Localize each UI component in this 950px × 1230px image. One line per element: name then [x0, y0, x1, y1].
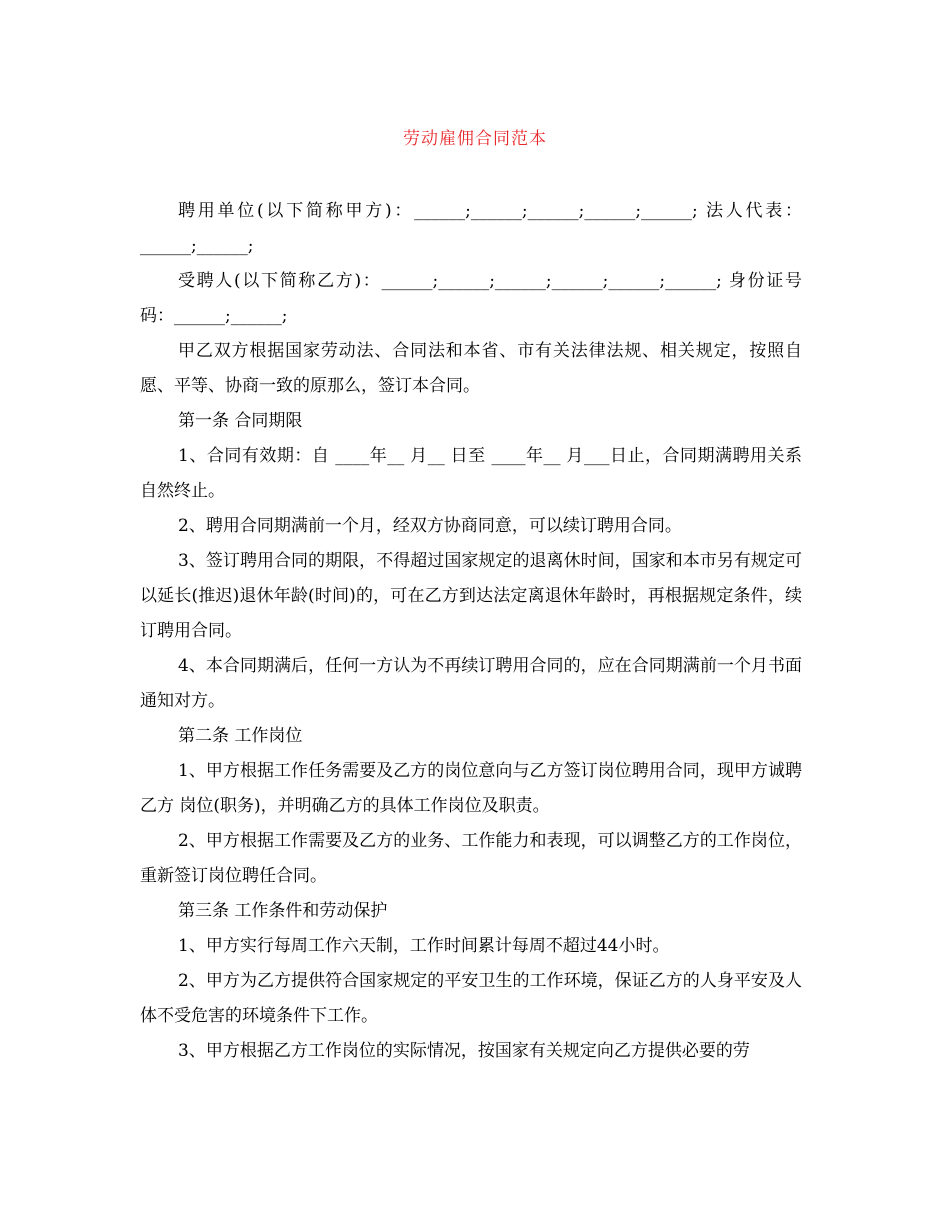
paragraph-clause: 1、甲方根据工作任务需要及乙方的岗位意向与乙方签订岗位聘用合同，现甲方诚聘乙方 岗位(职务)，并明确乙方的具体工作岗位及职责。 — [140, 761, 802, 816]
paragraph-clause: 3、甲方根据乙方工作岗位的实际情况，按国家有关规定向乙方提供必要的劳 — [178, 1041, 750, 1061]
paragraph-clause: 3、签订聘用合同的期限，不得超过国家规定的退离休时间，国家和本市另有规定可以延长(推迟)退休年龄(时间)的，可在乙方到达法定离退休年龄时，再根据规定条件，续订聘用合同。 — [140, 551, 802, 641]
paragraph-employee: 受聘人(以下简称乙方)：______;______;______;______;______;______; 身份证号码：______;______; — [140, 271, 802, 326]
paragraph-clause: 2、甲方根据工作需要及乙方的业务、工作能力和表现，可以调整乙方的工作岗位，重新签订岗位聘任合同。 — [140, 831, 802, 886]
paragraph-preamble: 甲乙双方根据国家劳动法、合同法和本省、市有关法律法规、相关规定，按照自愿、平等、协商一致的原那么，签订本合同。 — [140, 341, 802, 396]
paragraph-employer: 聘用单位(以下简称甲方)：______;______;______;______;______; 法人代表：______;______; — [140, 201, 802, 256]
document-title: 劳动雇佣合同范本 — [403, 129, 547, 149]
paragraph-clause: 1、甲方实行每周工作六天制，工作时间累计每周不超过44小时。 — [178, 936, 670, 956]
article-heading: 第一条 合同期限 — [178, 411, 303, 431]
paragraph-clause: 2、甲方为乙方提供符合国家规定的平安卫生的工作环境，保证乙方的人身平安及人体不受危害的环境条件下工作。 — [140, 971, 802, 1026]
paragraph-clause: 4、本合同期满后，任何一方认为不再续订聘用合同的，应在合同期满前一个月书面通知对方。 — [140, 656, 802, 711]
article-heading: 第二条 工作岗位 — [178, 726, 303, 746]
paragraph-clause: 2、聘用合同期满前一个月，经双方协商同意，可以续订聘用合同。 — [178, 516, 682, 536]
article-heading: 第三条 工作条件和劳动保护 — [178, 901, 388, 921]
paragraph-clause: 1、合同有效期：自 ____年__ 月__ 日至 ____年__ 月___日止，合同期满聘用关系自然终止。 — [140, 446, 802, 501]
document-body — [140, 194, 802, 1069]
